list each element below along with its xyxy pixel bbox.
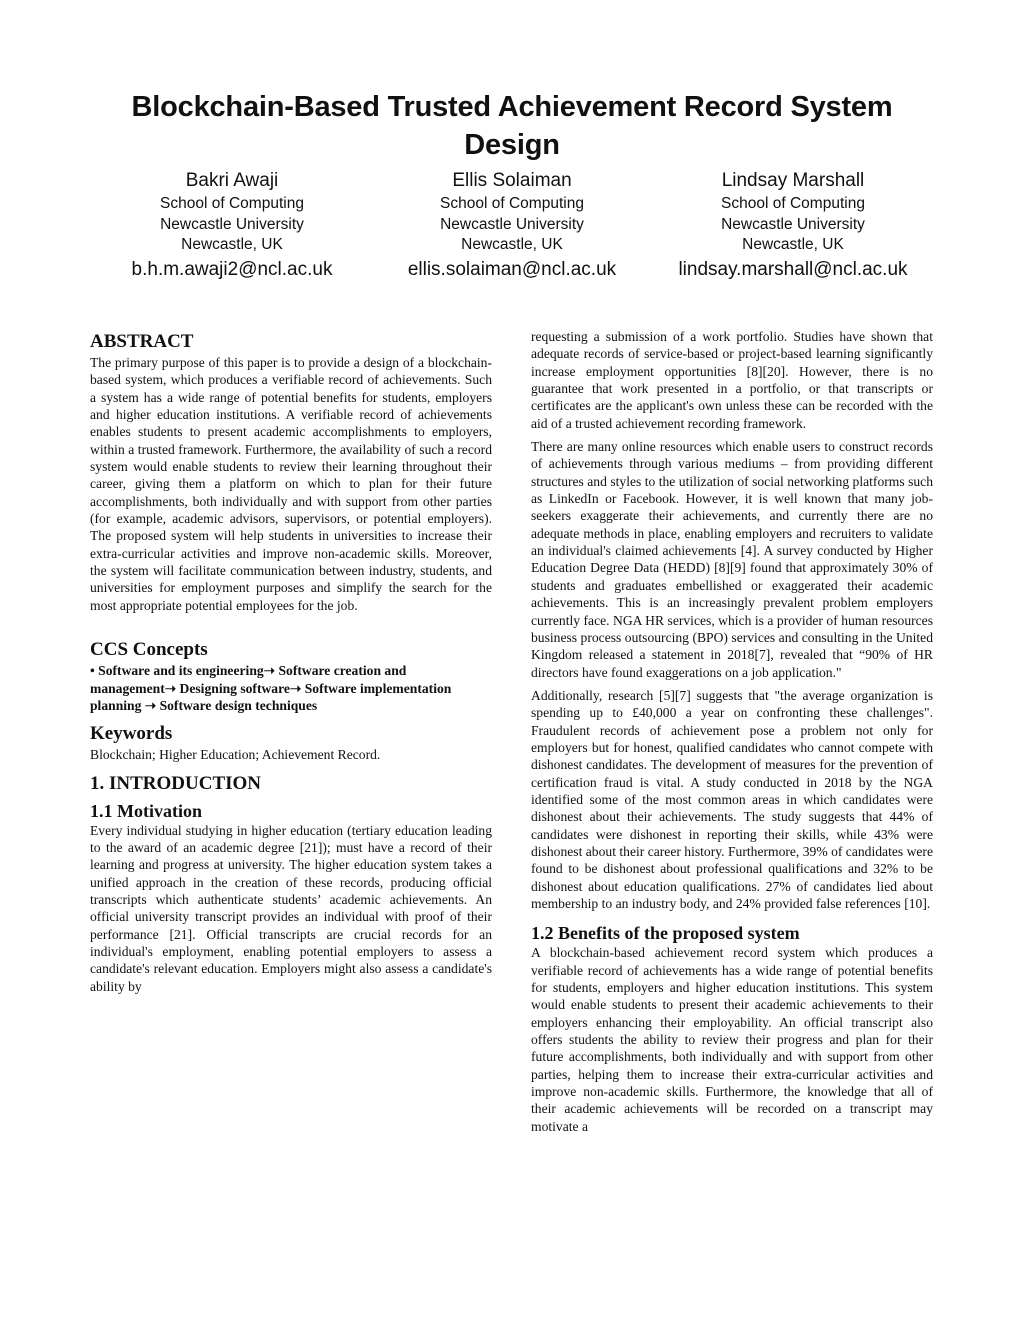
author-name: Bakri Awaji [185, 170, 279, 191]
benefits-heading: 1.2 Benefits of the proposed system [531, 923, 800, 944]
author-university: Newcastle University [160, 215, 304, 233]
author-name: Ellis Solaiman [452, 170, 572, 191]
author-name: Lindsay Marshall [721, 170, 865, 191]
abstract-heading: ABSTRACT [90, 331, 194, 352]
author-block-awaji [87, 168, 377, 283]
keywords-text: Blockchain; Higher Education; Achievement Record. [90, 747, 381, 763]
paragraph: requesting a submission of a work portfolio. Studies have shown that adequate records of service-based or project-based learning significantly increase employment opportunities [8][20]. However, there is no guarantee that work presented in a portfolio, or that transcripts or certificates are the applicant's own unless these can be recorded with the aid of a trusted achievement recording framework. [531, 329, 933, 431]
left-column [90, 328, 492, 1001]
paper-title: Blockchain-Based Trusted Achievement Record System Design [131, 91, 893, 161]
author-location: Newcastle, UK [742, 236, 844, 253]
paragraph: Additionally, research [5][7] suggests that "the average organization is spending up to £40,000 a year on confronting these challenges". Fraudulent records of achievement pose a problem not only for employers but for honest, qualified candidates who cannot compete with dishonest candidates. The development of measures for the prevention of certification fraud is vital. A study conducted in 2018 by the NGA identified some of the most common areas in which candidates were dishonest about their achievements. The study suggests that 44% of candidates were dishonest in reporting their skills, while 43% were dishonest about their career history. Furthermore, 39% of candidates were found to be dishonest about professional qualifications and 32% to be dishonest about education qualifications. 27% of candidates lied about membership to an industry body, and 24% provided false references [10]. [531, 687, 933, 911]
author-email: b.h.m.awaji2@ncl.ac.uk [131, 258, 333, 280]
author-location: Newcastle, UK [461, 236, 563, 253]
author-university: Newcastle University [721, 215, 865, 233]
paragraph: There are many online resources which enable users to construct records of achievements through various mediums – from providing different structures and styles to the utilization of social networking platforms such as LinkedIn or Facebook. However, it is well known that many job-seekers exaggerate their achievements, and currently there are no adequate methods in place, enabling employers and recruiters to validate an individual's claimed achievements [4]. A survey conducted by Higher Education Degree Data (HEDD) [8][9] found that approximately 30% of students and graduates embellished or exaggerated their academic achievements. This is an increasingly prevalent problem employers currently face. NGA HR services, which is a provider of human resources business process outsourcing (BPO) services and consulting in the United Kingdom released a statement in 2018[7], revealed that “90% of HR directors have found exaggerations on a job application." [531, 439, 933, 680]
keywords-heading: Keywords [90, 723, 173, 745]
author-email: ellis.solaiman@ncl.ac.uk [407, 258, 617, 280]
author-school: School of Computing [440, 195, 584, 212]
ccs-heading: CCS Concepts [90, 639, 208, 661]
benefits-text: A blockchain-based achievement record system which produces a verifiable record of achievements has a wide range of potential benefits for students, employers and higher education institutions. This system would enable students to present their academic achievements to their employers enhancing their employability. An official transcript also offers students the ability to review their progress and plan for their future accomplishments, both individually and with support from other parties, helping them to increase their extra-curricular activities and improve non-academic skills. Furthermore, the knowledge that all of their academic achievements will be recorded on a transcript may motivate a [531, 945, 933, 1134]
motivation-text: Every individual studying in higher education (tertiary education leading to the award of an academic degree [21]); must have a record of their learning and progress at university. The higher education system takes a unified approach in the creation of these records, producing official transcripts which authenticate students’ academic achievements. An official university transcript provides an individual with proof of their performance [21]. Official transcripts are crucial records for an individual's employment, enabling potential employers to assess a candidate's relevant education. Employers might also assess a candidate's ability by [90, 822, 492, 994]
author-block-solaiman [367, 168, 657, 283]
motivation-heading: 1.1 Motivation [90, 800, 202, 821]
introduction-heading: 1. INTRODUCTION [90, 772, 262, 794]
author-school: School of Computing [721, 195, 865, 212]
ccs-text: • Software and its engineering➝ Software creation and management➝ Designing software➝ Software implementation planning ➝ Software design techniques [90, 663, 452, 713]
author-university: Newcastle University [440, 215, 584, 233]
right-column [531, 328, 933, 1141]
author-location: Newcastle, UK [181, 236, 283, 253]
author-block-marshall [648, 168, 938, 283]
abstract-text: The primary purpose of this paper is to provide a design of a blockchain-based system, which produces a verifiable record of achievements. Such a system has a wide range of potential benefits for students, employers and higher education institutions. A verifiable record of achievements enables students to present academic accomplishments to employers, within a trusted framework. Furthermore, the availability of such a record system would enable students to review their learning throughout their career, giving them a platform on which to plan for their future accomplishments, both individually and with support from other parties (for example, academic advisors, supervisors, or potential employers). The proposed system will help students in universities to increase their extra-curricular activities and improve non-academic skills. Moreover, the system will facilitate communication between industry, students, and universities for employment purposes and simplify the search for the most appropriate potential employees for the job. [90, 355, 492, 613]
author-school: School of Computing [160, 195, 304, 212]
author-email: lindsay.marshall@ncl.ac.uk [678, 258, 908, 280]
